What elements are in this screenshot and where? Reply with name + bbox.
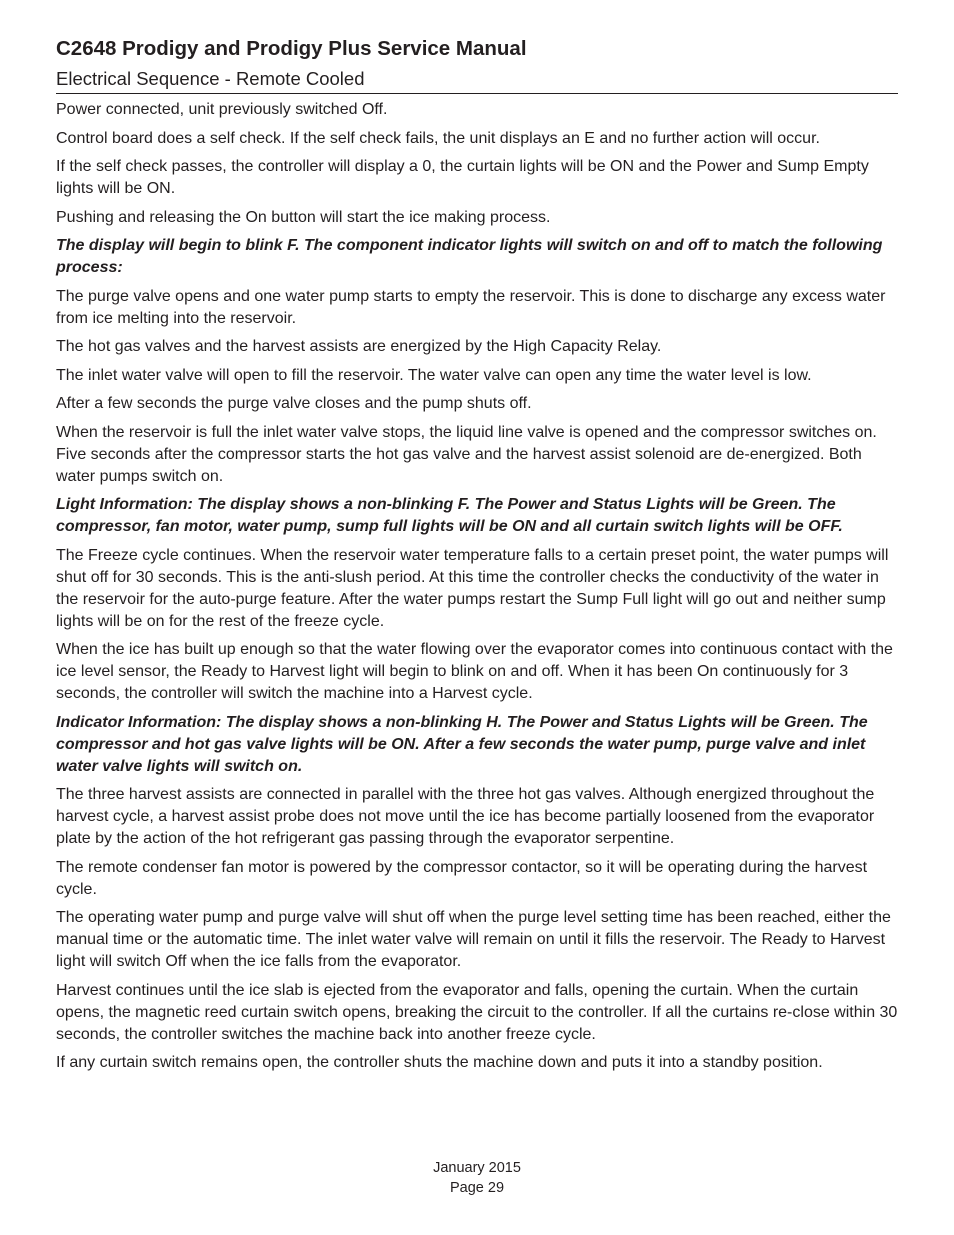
paragraph: Power connected, unit previously switched Off. (56, 101, 388, 118)
paragraph: Harvest continues until the ice slab is ejected from the evaporator and falls, opening the curtain. When the curtain opens, the magnetic reed curtain switch opens, breaking the circuit to the controller. If all the curtains re-close within 30 seconds, the controller switches the machine back into another freeze cycle. (56, 981, 898, 1043)
paragraph: If any curtain switch remains open, the controller shuts the machine down and puts it into a standby position. (56, 1054, 823, 1071)
paragraph: When the ice has built up enough so that the water flowing over the evaporator comes into continuous contact with the ice level sensor, the Ready to Harvest light will begin to blink on and off. When it has been On continuously for 3 seconds, the controller will switch the machine into a Harvest cycle. (56, 641, 893, 702)
section-title: Electrical Sequence - Remote Cooled (56, 68, 898, 94)
page-footer (0, 1158, 954, 1198)
paragraph: Control board does a self check. If the self check fails, the unit displays an E and no further action will occur. (56, 129, 820, 147)
paragraph: When the reservoir is full the inlet water valve stops, the liquid line valve is opened and the compressor switches on. Five seconds after the compressor starts the hot gas valve and the harvest assist solenoid are de-energized. Both water pumps switch on. (56, 423, 877, 485)
document-title: C2648 Prodigy and Prodigy Plus Service Manual (56, 37, 527, 60)
paragraph: The operating water pump and purge valve will shut off when the purge level setting time has been reached, either the manual time or the automatic time. The inlet water valve will remain on until it fills the reservoir. The Ready to Harvest light will switch Off when the ice falls from the evaporator. (56, 909, 891, 970)
footer-date: January 2015 (433, 1160, 521, 1176)
paragraph: The inlet water valve will open to fill the reservoir. The water valve can open any time the water level is low. (56, 366, 812, 384)
body-text (56, 99, 898, 1074)
page-content (56, 36, 898, 1081)
paragraph: The remote condenser fan motor is powered by the compressor contactor, so it will be operating during the harvest cycle. (56, 858, 868, 898)
paragraph: The purge valve opens and one water pump starts to empty the reservoir. This is done to discharge any excess water from ice melting into the reservoir. (56, 287, 886, 327)
paragraph: Pushing and releasing the On button will start the ice making process. (56, 208, 551, 226)
paragraph: If the self check passes, the controller will display a 0, the curtain lights will be ON and the Power and Sump Empty lights will be ON. (56, 158, 869, 197)
paragraph: The display will begin to blink F. The component indicator lights will switch on and off to match the following process: (56, 237, 883, 276)
paragraph: The Freeze cycle continues. When the reservoir water temperature falls to a certain preset point, the water pumps will shut off for 30 seconds. This is the anti-slush period. At this time the controller checks the conductivity of the water in the reservoir for the auto-purge feature. After the water pumps restart the Sump Full light will go out and neither sump lights will be on for the rest of the freeze cycle. (56, 546, 889, 630)
paragraph: Indicator Information: The display shows a non-blinking H. The Power and Status Lights will be Green. The compressor and hot gas valve lights will be ON. After a few seconds the water pump, purge valve and inlet water valve lights will switch on. (56, 713, 868, 775)
paragraph: Light Information: The display shows a non-blinking F. The Power and Status Lights will be Green. The compressor, fan motor, water pump, sump full lights will be ON and all curtain switch lights will be OFF. (56, 496, 843, 535)
paragraph: The hot gas valves and the harvest assists are energized by the High Capacity Relay. (56, 338, 662, 355)
paragraph: The three harvest assists are connected in parallel with the three hot gas valves. Although energized throughout the harvest cycle, a harvest assist probe does not move until the ice has become partially loosened from the evaporator plate by the action of the hot refrigerant gas passing through the evaporator serpentine. (56, 786, 875, 847)
paragraph: After a few seconds the purge valve closes and the pump shuts off. (56, 395, 532, 412)
page-number: Page 29 (449, 1180, 505, 1196)
